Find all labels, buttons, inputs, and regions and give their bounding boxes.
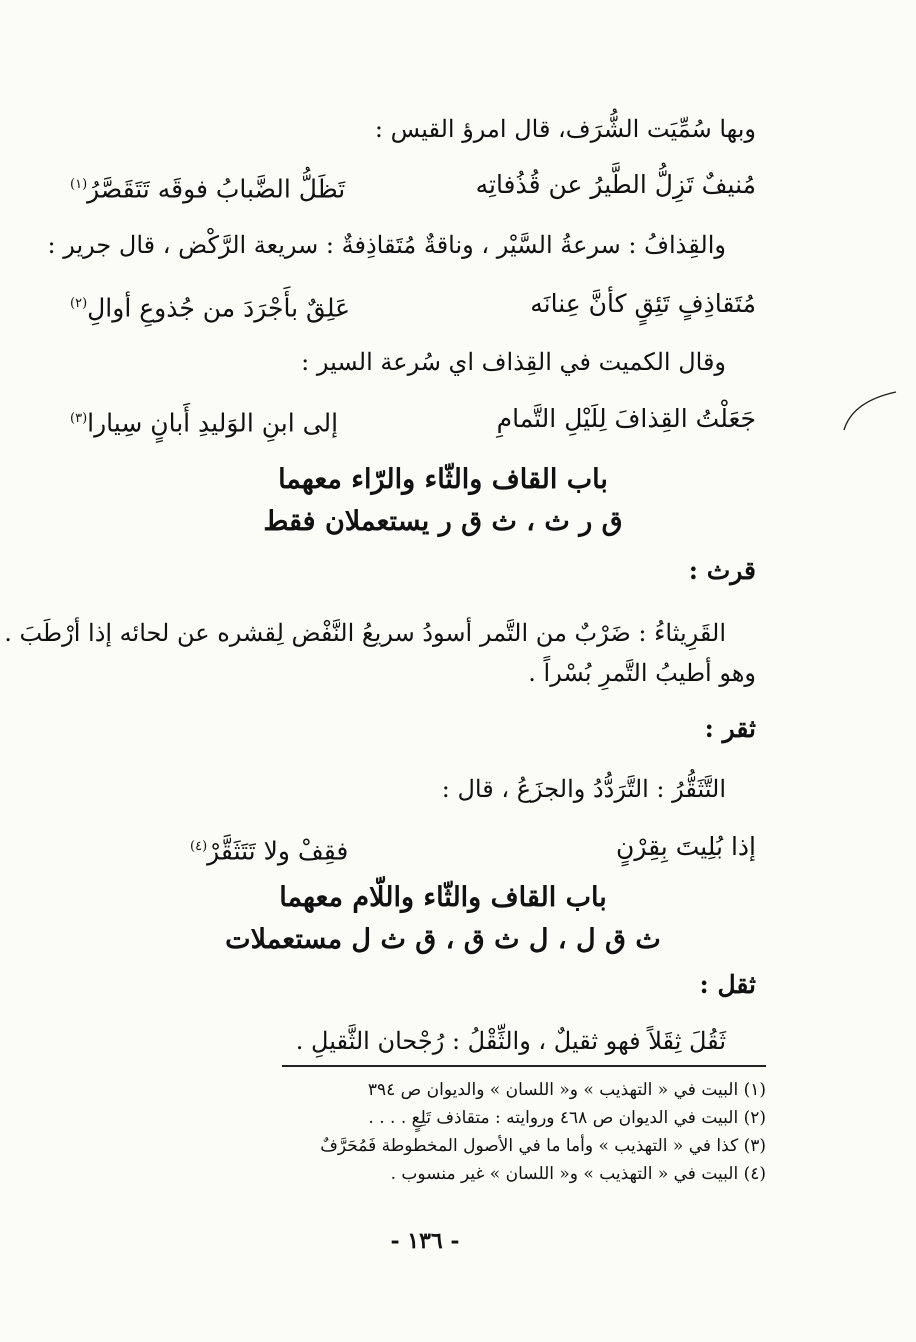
- verse-1-first-hemistich: مُنيفٌ تَزِلُّ الطَّيرُ عن قُذُفاتِه: [475, 170, 756, 199]
- qidhaf-definition: والقِذافُ : سرعةُ السَّيْر ، وناقةٌ مُتَقاذِفةٌ : سريعة الرَّكْض ، قال جرير :: [47, 231, 726, 259]
- footnote-3: (٣) كذا في « التهذيب » وأما ما في الأصول المخطوطة فَمُحَرَّفٌ: [320, 1136, 766, 1156]
- verse-4: [190, 830, 756, 868]
- footnote-ref-1[interactable]: (١): [70, 177, 88, 192]
- section-subtitle-qaf-tha-ra: ق ر ث ، ث ق ر يستعملان فقط: [263, 506, 623, 537]
- verse-4-first-hemistich: إذا بُلِيتَ بِقِرْنٍ: [615, 832, 756, 861]
- footnote-1: (١) البيت في « التهذيب » و« اللسان » والديوان ص ٣٩٤: [367, 1080, 766, 1100]
- entry-head-thql: ثقل :: [699, 970, 756, 999]
- margin-pen-stroke: [842, 388, 898, 434]
- footnote-ref-3[interactable]: (٣): [70, 411, 88, 426]
- section-title-qaf-tha-lam: باب القاف والثّاء واللّام معهما: [279, 882, 607, 913]
- entry-head-qrth: قرث :: [688, 556, 756, 585]
- footnote-divider: [282, 1065, 766, 1067]
- verse-1-second-hemistich: تَظَلُّ الضَّبابُ فوقَه تَتَقَصَّرُ$^{(١)}$: [70, 174, 346, 204]
- verse-3: [70, 402, 756, 440]
- entry-qrth-continuation: وهو أطيبُ التَّمرِ بُسْراً .: [528, 659, 756, 687]
- footnote-ref-2[interactable]: (٢): [70, 296, 88, 311]
- entry-thql-definition: ثَقُلَ ثِقَلاً فهو ثقيلٌ ، والثِّقْلُ : رُجْحان الثَّقيلِ .: [295, 1027, 726, 1055]
- entry-qrth-definition: القَرِيثاءُ : ضَرْبٌ من التَّمر أسودُ سريعُ النَّفْض لِقشره عن لحائه إذا أرْطَبَ .: [4, 619, 726, 647]
- intro-line: وبها سُمِّيَت الشُّرَف، قال امرؤ القيس :: [374, 115, 756, 143]
- verse-1: [70, 168, 756, 206]
- entry-thqr-definition: التَّثَقُّرُ : التَّرَدُّدُ والجزَعُ ، قال :: [441, 775, 726, 803]
- verse-2: [70, 287, 756, 325]
- verse-2-first-hemistich: مُتَقاذِفٍ تَئِقٍ كأنَّ عِنانَه: [530, 289, 756, 318]
- footnote-4: (٤) البيت في « التهذيب » و« اللسان » غير منسوب .: [390, 1164, 766, 1184]
- verse-4-second-hemistich: فقِفْ ولا تَتَثَقَّرْ$^{(٤)}$: [190, 836, 349, 866]
- page-number: - ١٣٦ -: [390, 1228, 460, 1254]
- kumait-intro: وقال الكميت في القِذاف اي سُرعة السير :: [301, 348, 726, 376]
- footnote-ref-4[interactable]: (٤): [190, 839, 208, 854]
- section-subtitle-qaf-tha-lam: ث ق ل ، ل ث ق ، ق ث ل مستعملات: [225, 924, 661, 955]
- verse-3-first-hemistich: جَعَلْتُ القِذافَ لِلَيْلِ التَّمامِ: [496, 404, 756, 433]
- verse-3-second-hemistich: إلى ابنِ الوَليدِ أَبانٍ سِيارا$^{(٣)}$: [70, 408, 339, 438]
- section-title-qaf-tha-ra: باب القاف والثّاء والرّاء معهما: [278, 464, 608, 495]
- entry-head-thqr: ثقر :: [704, 714, 756, 743]
- verse-2-second-hemistich: عَلِقٌ بأَجْرَدَ من جُذوعِ أوالِ$^{(٢)}$: [70, 293, 351, 323]
- footnote-2: (٢) البيت في الديوان ص ٤٦٨ وروايته : متقاذف تَلِعٍ . . . .: [368, 1108, 766, 1128]
